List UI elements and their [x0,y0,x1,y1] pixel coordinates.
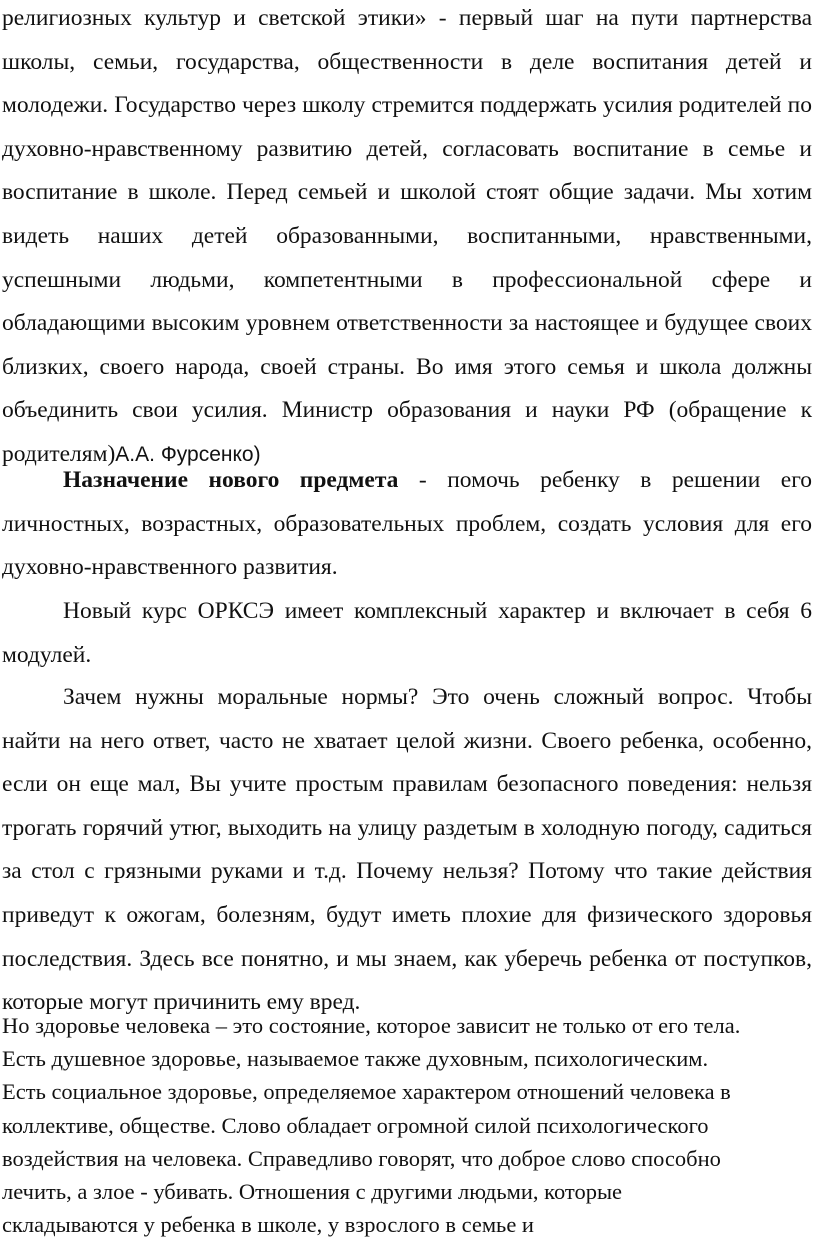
health-line: лечить, а злое - убивать. Отношения с другими людьми, которые [2,1179,623,1205]
paragraph-health [2,1009,816,1241]
paragraph-intro [2,0,812,477]
purpose-text: - помочь ребенку в решении его личностных, возрастных, образовательных проблем, создать условия для его духовно-нравственного развития. [2,467,812,581]
health-line: коллективе, обществе. Слово обладает огромной силой психологического [2,1112,709,1138]
health-line: Есть душевное здоровье, называемое также духовным, психологическим. [2,1046,709,1072]
signature-text: А.А. Фурсенко) [115,442,261,466]
health-line: Есть социальное здоровье, определяемое характером отношений человека в [2,1079,731,1105]
purpose-heading: Назначение нового предмета [63,467,399,493]
paragraph-moral-norms: Зачем нужны моральные нормы? Это очень сложный вопрос. Чтобы найти на него ответ, часто не хватает целой жизни. Своего ребенка, особенно, если он еще мал, Вы учите простым правилам безопасного поведения: нельзя трогать горячий утюг, выходить на улицу раздетым в холодную погоду, садиться за стол с грязными руками и т.д. Почему нельзя? Потому что такие действия приведут к ожогам, болезням, будут иметь плохие для физического здоровья последствия. Здесь все понятно, и мы знаем, как уберечь ребенка от поступков, которые могут причинить ему вред. [2,684,812,1016]
paragraph-purpose [2,459,812,590]
paragraph-course: Новый курс ОРКСЭ имеет комплексный характер и включает в себя 6 модулей. [2,598,812,668]
health-line: Но здоровье человека – это состояние, которое зависит не только от его тела. [2,1013,741,1038]
health-line: складываются у ребенка в школе, у взрослого в семье и [2,1212,534,1238]
health-line: воздействия на человека. Справедливо говорят, что доброе слово способно [2,1145,721,1171]
paragraph-intro-text: религиозных культур и светской этики» - первый шаг на пути партнерства школы, семьи, государства, общественности в деле воспитания детей и молодежи. Государство через школу стремится поддержать усилия родителей по духовно-нравственному развитию детей, согласовать воспитание в семье и воспитание в школе. Перед семьей и школой стоят общие задачи. Мы хотим видеть наших детей образованными, воспитанными, нравственными, успешными людьми, компетентными в профессиональной сфере и обладающими высоким уровнем ответственности за настоящее и будущее своих близких, своего народа, своей страны. Во имя этого семья и школа должны объединить свои усилия. Министр образования и науки РФ (обращение к родителям) [2,5,812,467]
